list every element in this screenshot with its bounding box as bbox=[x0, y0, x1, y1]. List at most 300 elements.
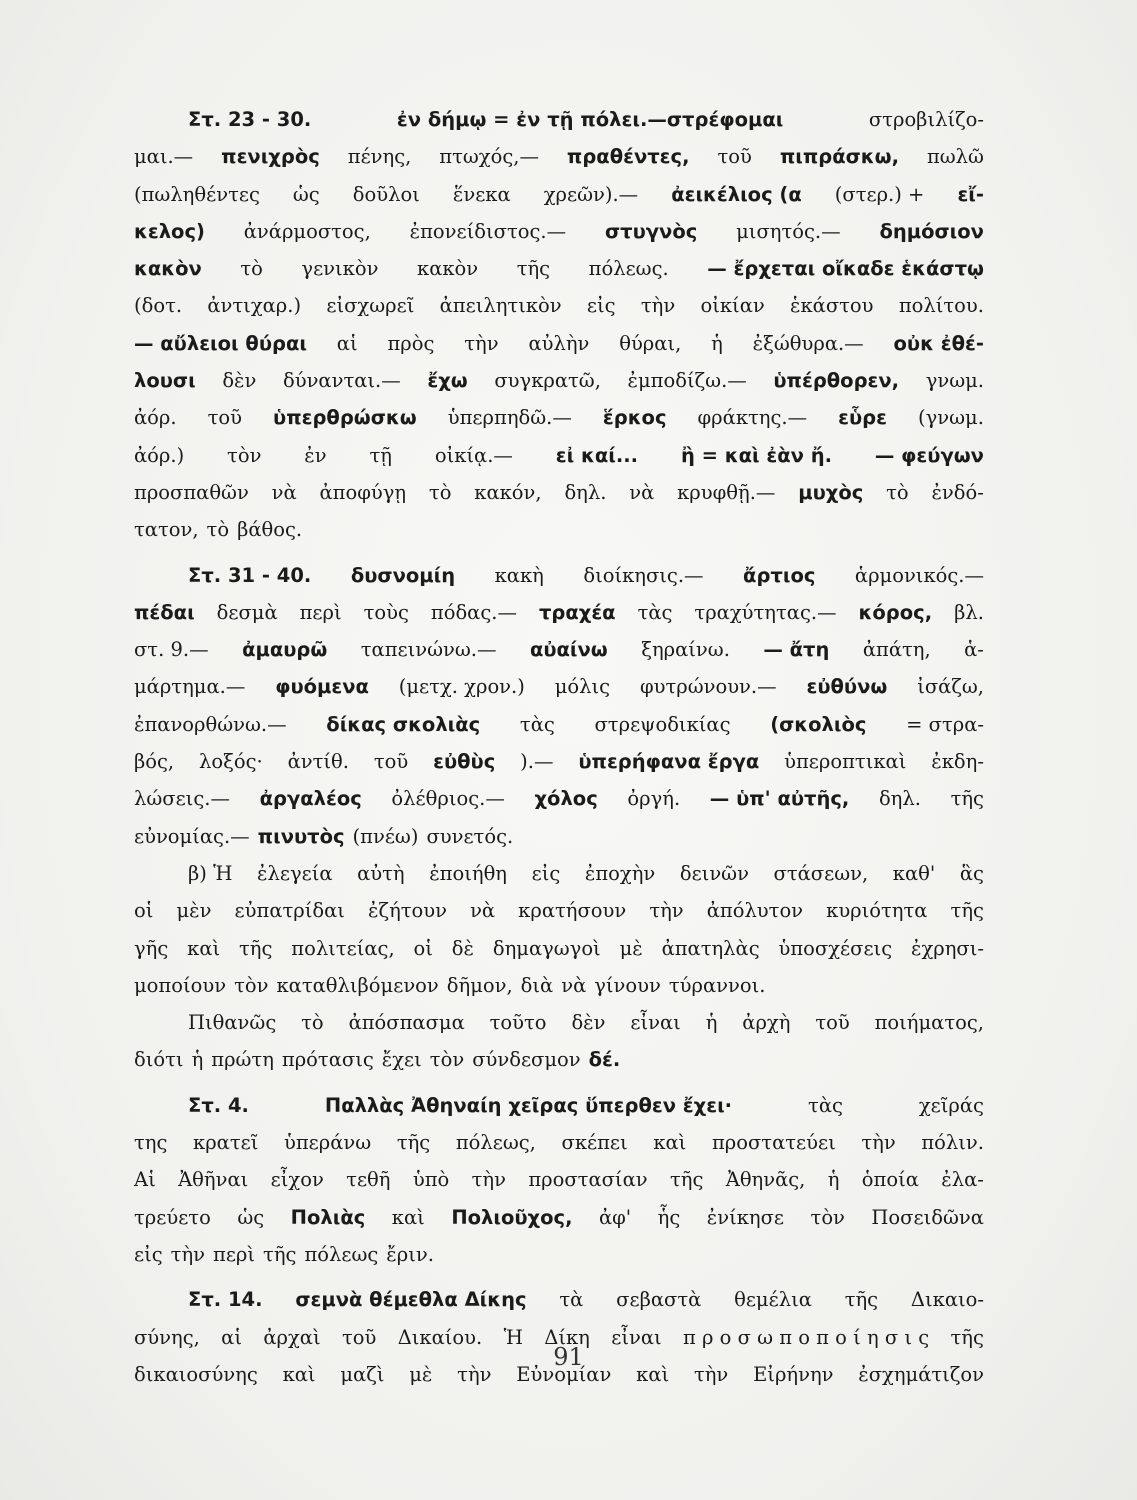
word: καὶ bbox=[282, 1362, 316, 1386]
bold-term: δέ. bbox=[588, 1048, 621, 1072]
word: Αἱ bbox=[134, 1168, 156, 1192]
word: μαζὶ bbox=[340, 1362, 385, 1386]
word: τῆς bbox=[950, 1325, 984, 1349]
word: τῆς bbox=[844, 1288, 879, 1312]
bold-term: οὐκ ἐθέ- bbox=[893, 331, 984, 355]
bold-term: ὑπερθρώσκω bbox=[273, 406, 417, 430]
word: δῆμον, bbox=[446, 973, 513, 997]
text-line bbox=[134, 787, 984, 824]
word: ἡ bbox=[711, 331, 723, 355]
word: ἀπάτη, bbox=[862, 638, 931, 662]
text-line bbox=[134, 1094, 984, 1131]
word: σύνης, bbox=[134, 1325, 200, 1349]
word: τὸ bbox=[886, 480, 909, 504]
bold-term: — ἔρχεται οἴκαδε ἑκάστῳ bbox=[707, 257, 984, 281]
word: μάρτημα.— bbox=[134, 675, 246, 699]
word: δὲ bbox=[451, 936, 474, 960]
text-line bbox=[134, 294, 984, 331]
word: τὴν bbox=[471, 1168, 506, 1192]
word: ὁποία bbox=[861, 1168, 919, 1192]
word: ἁρμονικός.— bbox=[854, 563, 984, 587]
text-line bbox=[134, 145, 984, 182]
word: ταπεινώνω.— bbox=[360, 638, 497, 662]
word: εἰς bbox=[134, 1242, 163, 1266]
word: Ἡ bbox=[503, 1325, 523, 1349]
word: τεθῆ bbox=[346, 1168, 391, 1192]
bold-term: εἰ καί... bbox=[555, 443, 639, 467]
word: ἐκδη- bbox=[931, 750, 984, 774]
word: τὴν bbox=[649, 899, 684, 923]
word: προσπαθῶν bbox=[134, 480, 249, 504]
word: τὴν bbox=[170, 1242, 205, 1266]
bold-term: ἀργαλέος bbox=[259, 787, 362, 811]
word: πόλεως bbox=[304, 1242, 379, 1266]
text-line bbox=[134, 1011, 984, 1048]
bold-term: Παλλὰς Ἀθηναίη χεῖρας ὕπερθεν ἔχει· bbox=[324, 1093, 733, 1117]
word: ξηραίνω. bbox=[641, 638, 730, 662]
text-line bbox=[134, 899, 984, 936]
bold-term: ἔχω bbox=[427, 369, 468, 393]
word: καθ' bbox=[892, 861, 936, 885]
word: τοῦ bbox=[373, 750, 409, 774]
word: τρεύετο bbox=[134, 1205, 211, 1229]
word: χεῖράς bbox=[918, 1093, 984, 1117]
word: ἀντίθ. bbox=[287, 750, 349, 774]
word: μόλις bbox=[554, 675, 611, 699]
bold-term: ἄρτιος bbox=[743, 563, 816, 587]
word: βός, bbox=[134, 750, 175, 774]
bold-term: χόλος bbox=[534, 787, 598, 811]
word: τατον, bbox=[134, 518, 199, 542]
word: οἱ bbox=[134, 899, 154, 923]
word: ἡ bbox=[191, 1048, 204, 1072]
bold-term: εὗρε bbox=[838, 406, 887, 430]
word: συνετός. bbox=[426, 824, 514, 848]
word: ἧς bbox=[657, 1205, 681, 1229]
word: νὰ bbox=[629, 480, 655, 504]
bold-term: Πολιοῦχος, bbox=[451, 1205, 573, 1229]
text-line bbox=[134, 220, 984, 257]
bold-term: λουσι bbox=[134, 369, 196, 393]
word: οἰκίᾳ.— bbox=[434, 443, 513, 467]
word: φράκτης.— bbox=[697, 406, 808, 430]
word: περὶ bbox=[213, 1242, 256, 1266]
bold-term: αὐαίνω bbox=[529, 638, 608, 662]
word: πρώτη bbox=[211, 1048, 274, 1072]
word: τὴν bbox=[693, 1362, 729, 1386]
word: σύνδεσμον bbox=[472, 1048, 581, 1072]
bold-term: ὑπέρθορεν, bbox=[773, 369, 900, 393]
word: ἐλεγεία bbox=[257, 861, 333, 885]
text-line bbox=[134, 974, 984, 1011]
text-line bbox=[134, 750, 984, 787]
bold-term: πέδαι bbox=[134, 600, 195, 624]
word: ἀπατηλὰς bbox=[661, 936, 760, 960]
word: εἰσχωρεῖ bbox=[326, 294, 415, 318]
word: (μετχ. χρον.) bbox=[398, 675, 525, 699]
word: τῆς bbox=[516, 257, 551, 281]
word: πωλῶ bbox=[926, 145, 984, 169]
text-line bbox=[134, 108, 984, 145]
word: δὲν bbox=[571, 1011, 606, 1035]
word: (γνωμ. bbox=[918, 406, 984, 430]
word: κυριότητα bbox=[826, 899, 928, 923]
word: κακόν, bbox=[474, 480, 542, 504]
word: τῆς bbox=[239, 936, 273, 960]
word: τὸν bbox=[234, 973, 269, 997]
word: ἀρχαὶ bbox=[263, 1325, 321, 1349]
word: ἐποιήθη bbox=[429, 861, 507, 885]
word: κακὴ bbox=[494, 563, 544, 587]
word: ἀνάρμοστος, bbox=[243, 219, 371, 243]
word: τῆς bbox=[396, 1131, 431, 1155]
bold-term: Στ. 23 - 30. bbox=[188, 108, 312, 131]
word: συγκρατῶ, bbox=[494, 369, 601, 393]
word: πόλεως. bbox=[588, 257, 669, 281]
word: δηλ. bbox=[564, 480, 607, 504]
word: τῆς bbox=[669, 1168, 704, 1192]
bold-term: ἕρκος bbox=[602, 406, 667, 430]
word: εὐνομίας.— bbox=[134, 824, 250, 848]
word: ὑποσχέσεις bbox=[778, 936, 893, 960]
bold-term: κόρος, bbox=[858, 600, 933, 624]
text-line bbox=[134, 564, 984, 601]
word: καὶ bbox=[391, 1205, 425, 1229]
text-line bbox=[134, 481, 984, 518]
word: ἐξώθυρα.— bbox=[752, 331, 864, 355]
word: β) Ἡ bbox=[188, 861, 233, 885]
bold-term: Στ. 4. bbox=[188, 1093, 249, 1117]
word: ὑπεράνω bbox=[284, 1131, 372, 1155]
word: πόλεως, bbox=[455, 1131, 536, 1155]
word: ἀφ' bbox=[598, 1205, 632, 1229]
bold-term: πενιχρὸς bbox=[221, 145, 320, 169]
word: π ρ ο σ ω π ο π ο ί η σ ι ς bbox=[682, 1325, 930, 1349]
word: τὸν bbox=[429, 1048, 465, 1072]
bold-term: δημόσιον bbox=[879, 219, 984, 243]
word: ἀπόλυτον bbox=[706, 899, 804, 923]
text-line bbox=[134, 937, 984, 974]
word: δύνανται.— bbox=[282, 369, 401, 393]
word: μαι.— bbox=[134, 145, 194, 169]
word: σεβαστὰ bbox=[616, 1288, 702, 1312]
word: Εὐνομίαν bbox=[516, 1362, 612, 1386]
word: πολίτου. bbox=[898, 294, 984, 318]
word: ἐπανορθώνω.— bbox=[134, 712, 287, 736]
word: Πιθανῶς bbox=[188, 1011, 277, 1035]
text-line bbox=[134, 675, 984, 712]
word: ἐχρησι- bbox=[910, 936, 984, 960]
bold-term: — ὑπ' αὐτῆς, bbox=[709, 787, 850, 811]
page-number: 91 bbox=[553, 1343, 584, 1371]
text-line bbox=[134, 825, 984, 862]
text-line bbox=[134, 638, 984, 675]
word: = στρα- bbox=[906, 712, 984, 736]
word: ἀρχὴ bbox=[742, 1011, 791, 1035]
word: ὡς bbox=[292, 182, 320, 206]
word: οἱ bbox=[413, 936, 433, 960]
text-line bbox=[134, 713, 984, 750]
word: στ. 9.— bbox=[134, 638, 209, 662]
word: διοίκησις.— bbox=[583, 563, 704, 587]
word: ὑπὸ bbox=[412, 1168, 450, 1192]
word: στρεψοδικίας bbox=[594, 712, 731, 736]
bold-term: εὐθὺς bbox=[433, 750, 496, 774]
word: ἑκάστου bbox=[790, 294, 874, 318]
word: αὐλὴν bbox=[528, 331, 590, 355]
word: τὸ bbox=[428, 480, 452, 504]
word: τὴν bbox=[640, 294, 676, 318]
text-line bbox=[134, 332, 984, 369]
word: γνωμ. bbox=[925, 369, 984, 393]
word: ἡ bbox=[827, 1168, 840, 1192]
word: τῆς bbox=[263, 1242, 297, 1266]
word: ἐσχημάτιζον bbox=[858, 1362, 984, 1386]
word: ἡ bbox=[705, 1011, 718, 1035]
word: τὸν bbox=[227, 443, 262, 467]
word: ἔχει bbox=[381, 1048, 422, 1072]
word: Ἀθῆναι bbox=[178, 1168, 249, 1192]
word: δεσμὰ bbox=[216, 600, 278, 624]
word: ἀποφύγῃ bbox=[319, 480, 407, 504]
bold-term: φυόμενα bbox=[275, 675, 369, 699]
bold-term: (σκολιὸς bbox=[770, 712, 867, 736]
word: ἐλα- bbox=[941, 1168, 984, 1192]
text-line bbox=[134, 444, 984, 481]
word: ἕνεκα bbox=[452, 182, 511, 206]
word: τοῦ bbox=[207, 406, 242, 430]
word: τὰς bbox=[637, 600, 673, 624]
word: δηλ. bbox=[878, 787, 921, 811]
word: δοῦλοι bbox=[352, 182, 420, 206]
word: τὰς bbox=[519, 712, 555, 736]
word: ἀπόσπασμα bbox=[348, 1011, 465, 1035]
word: γενικὸν bbox=[301, 257, 379, 281]
word: εὐπατρίδαι bbox=[234, 899, 345, 923]
word: προστατεύει bbox=[711, 1131, 836, 1155]
word: τοῦ bbox=[717, 145, 752, 169]
word: εἶχον bbox=[270, 1168, 324, 1192]
word: ἀπειλητικὸν bbox=[439, 294, 562, 318]
word: ἃς bbox=[959, 861, 984, 885]
word: δεινῶν bbox=[679, 861, 749, 885]
word: ἐνίκησε bbox=[706, 1205, 785, 1229]
word: οἰκίαν bbox=[700, 294, 765, 318]
bold-term: ἀμαυρῶ bbox=[242, 638, 328, 662]
bold-term: κακὸν bbox=[134, 257, 202, 281]
word: βλ. bbox=[954, 600, 984, 624]
word: ἁ- bbox=[964, 638, 984, 662]
word: μισητός.— bbox=[736, 219, 841, 243]
word: μὲν bbox=[176, 899, 212, 923]
word: τοῦ bbox=[815, 1011, 850, 1035]
word: θύραι, bbox=[619, 331, 682, 355]
word: τὸν bbox=[810, 1205, 845, 1229]
word: ἐμποδίζω.— bbox=[627, 369, 747, 393]
word: τὰ bbox=[559, 1288, 584, 1312]
bold-term: στυγνὸς bbox=[604, 219, 698, 243]
word: νὰ bbox=[470, 899, 496, 923]
word: Ἀθηνᾶς, bbox=[725, 1168, 806, 1192]
bold-term: μυχὸς bbox=[798, 480, 864, 504]
word: (δοτ. bbox=[134, 294, 183, 318]
word: διὰ bbox=[520, 973, 554, 997]
word: ὑπερπηδῶ.— bbox=[447, 406, 572, 430]
word: φυτρώνουν.— bbox=[639, 675, 777, 699]
word: της bbox=[134, 1131, 168, 1155]
word: ποιήματος, bbox=[874, 1011, 984, 1035]
word: τοὺς bbox=[363, 600, 409, 624]
bold-term: εἴ- bbox=[957, 182, 984, 206]
word: τὸ bbox=[301, 1011, 324, 1035]
word: Δικαίου. bbox=[397, 1325, 483, 1349]
word: τοῦτο bbox=[489, 1011, 547, 1035]
text-line bbox=[134, 1243, 984, 1280]
word: τὰς bbox=[808, 1093, 843, 1117]
bold-term: πιπράσκω, bbox=[779, 145, 900, 169]
word: μὲ bbox=[619, 936, 643, 960]
word: (πωληθέντες bbox=[134, 182, 260, 206]
bold-term: δυσνομίη bbox=[350, 563, 456, 587]
bold-term: — ἄτη bbox=[763, 638, 830, 662]
text-line bbox=[134, 257, 984, 294]
word: τύραννοι. bbox=[668, 973, 766, 997]
word: δὲν bbox=[222, 369, 257, 393]
word: βάθος. bbox=[237, 518, 303, 542]
word: ἐποχὴν bbox=[584, 861, 656, 885]
word: τὴν bbox=[464, 331, 499, 355]
word: κακὸν bbox=[417, 257, 479, 281]
word: κρατεῖ bbox=[193, 1131, 259, 1155]
word: (στερ.) + bbox=[834, 182, 925, 206]
bold-term: ἐν δήμῳ = ἐν τῇ πόλει.—στρέφομαι bbox=[396, 108, 784, 131]
word: εἰς bbox=[586, 294, 616, 318]
word: γίνουν bbox=[594, 973, 661, 997]
bold-term: Πολιὰς bbox=[290, 1205, 366, 1229]
word: χρεῶν).— bbox=[543, 182, 639, 206]
bold-term: τραχέα bbox=[538, 600, 616, 624]
bold-term: — φεύγων bbox=[874, 443, 984, 467]
word: θεμέλια bbox=[734, 1288, 812, 1312]
word: περὶ bbox=[299, 600, 342, 624]
word: τραχύτητας.— bbox=[694, 600, 837, 624]
word: Ποσειδῶνα bbox=[871, 1205, 984, 1229]
word: πτωχός,— bbox=[439, 145, 539, 169]
word: καταθλιβόμενον bbox=[276, 973, 439, 997]
word: ἐν bbox=[304, 443, 327, 467]
word: τοῦ bbox=[341, 1325, 377, 1349]
word: τὸ bbox=[240, 257, 263, 281]
text-line bbox=[134, 601, 984, 638]
word: τὴν bbox=[457, 1362, 492, 1386]
word: στάσεων, bbox=[773, 861, 869, 885]
word: πρὸς bbox=[387, 331, 435, 355]
bold-term: πινυτὸς bbox=[257, 824, 345, 848]
word: γῆς bbox=[134, 936, 169, 960]
bold-term: πραθέντες, bbox=[566, 145, 690, 169]
word: δημαγωγοὶ bbox=[492, 936, 601, 960]
word: πρότασις bbox=[281, 1048, 374, 1072]
word: τῇ bbox=[369, 443, 392, 467]
commentary-text bbox=[134, 108, 984, 1400]
word: λοξός· bbox=[199, 750, 263, 774]
word: ὑπεροπτικαὶ bbox=[784, 750, 907, 774]
text-line bbox=[134, 518, 984, 555]
bold-term: εὐθύνω bbox=[806, 675, 888, 699]
bold-term: δίκας σκολιὰς bbox=[326, 712, 481, 736]
word: Δίκη bbox=[544, 1325, 590, 1349]
word: ἀντιχαρ.) bbox=[207, 294, 302, 318]
text-line bbox=[134, 1131, 984, 1168]
text-line bbox=[134, 369, 984, 406]
bold-term: ἢ = καὶ ἐὰν ἤ. bbox=[680, 443, 833, 467]
word: ὀλέθριος.— bbox=[391, 787, 505, 811]
word: νὰ bbox=[561, 973, 587, 997]
word: σκέπει bbox=[561, 1131, 628, 1155]
text-line bbox=[134, 406, 984, 443]
bold-term: Στ. 31 - 40. bbox=[188, 563, 312, 587]
bold-term: ὑπερήφανα ἔργα bbox=[578, 750, 760, 774]
word: ).— bbox=[520, 750, 554, 774]
word: καὶ bbox=[653, 1131, 687, 1155]
bold-term: σεμνὰ θέμεθλα Δίκης bbox=[295, 1288, 527, 1312]
word: εἶναι bbox=[630, 1011, 681, 1035]
word: ἔριν. bbox=[386, 1242, 434, 1266]
word: δικαιοσύνης bbox=[134, 1362, 258, 1386]
word: καὶ bbox=[636, 1362, 670, 1386]
word: μοποίουν bbox=[134, 973, 227, 997]
word: μὲ bbox=[409, 1362, 433, 1386]
word: προστασίαν bbox=[528, 1168, 648, 1192]
word: διότι bbox=[134, 1048, 184, 1072]
word: ἐνδό- bbox=[931, 480, 984, 504]
word: πολιτείας, bbox=[291, 936, 395, 960]
text-line bbox=[134, 1288, 984, 1325]
word: πόλιν. bbox=[921, 1131, 984, 1155]
text-line bbox=[134, 183, 984, 220]
word: καὶ bbox=[187, 936, 221, 960]
word: λώσεις.— bbox=[134, 787, 230, 811]
word: ὡς bbox=[237, 1205, 265, 1229]
word: ὀργή. bbox=[627, 787, 681, 811]
word: ἀόρ.) bbox=[134, 443, 185, 467]
word: στροβιλίζο- bbox=[868, 108, 984, 131]
word: πόδας.— bbox=[430, 600, 517, 624]
word: τὴν bbox=[861, 1131, 896, 1155]
word: Δικαιο- bbox=[910, 1288, 984, 1312]
word: ἀόρ. bbox=[134, 406, 177, 430]
text-line bbox=[134, 1206, 984, 1243]
word: τῆς bbox=[950, 899, 984, 923]
word: αὐτὴ bbox=[357, 861, 405, 885]
word: Εἰρήνην bbox=[753, 1362, 834, 1386]
word: ἐπονείδιστος.— bbox=[409, 219, 567, 243]
text-line bbox=[134, 1168, 984, 1205]
word: εἰς bbox=[531, 861, 561, 885]
bold-term: κελος) bbox=[134, 219, 205, 243]
word: αἱ bbox=[336, 331, 358, 355]
word: ἐζήτουν bbox=[368, 899, 447, 923]
text-line bbox=[134, 1048, 984, 1085]
word: τῆς bbox=[950, 787, 984, 811]
bold-term: — αὔλειοι θύραι bbox=[134, 331, 307, 355]
bold-term: Στ. 14. bbox=[188, 1288, 263, 1312]
word: ἰσάζω, bbox=[917, 675, 984, 699]
word: νὰ bbox=[271, 480, 297, 504]
text-line bbox=[134, 862, 984, 899]
word: (πνέω) bbox=[352, 824, 419, 848]
word: εἶναι bbox=[611, 1325, 662, 1349]
